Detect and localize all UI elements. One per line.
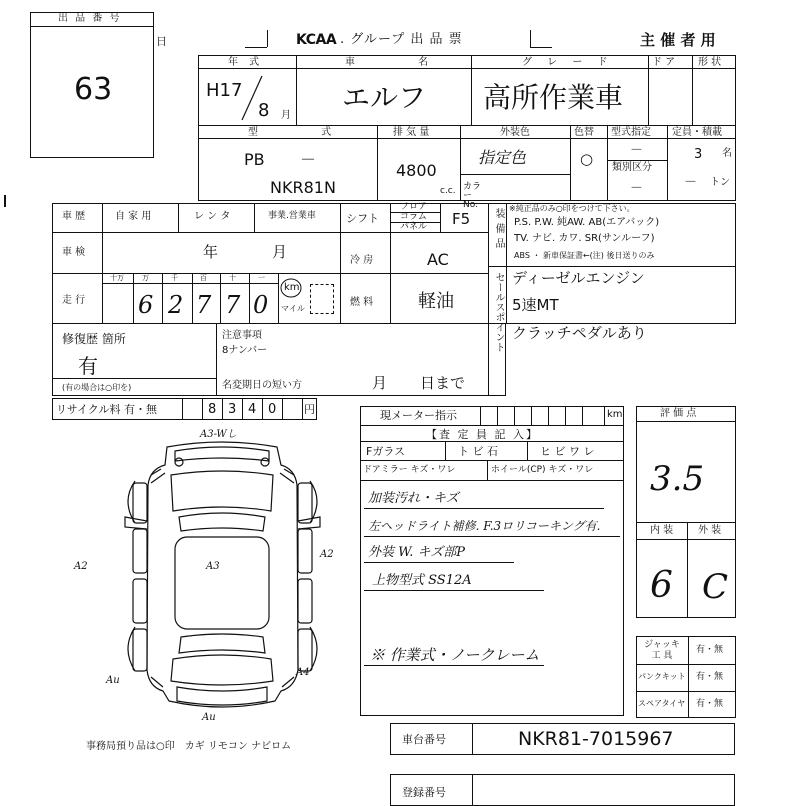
- sales-point-label: セールスポイント: [493, 272, 504, 352]
- model-designation-label: 型式指定: [611, 127, 651, 138]
- model-designation-value: －: [630, 143, 644, 158]
- diagram-right-mark: A2: [320, 549, 334, 560]
- fuel-value: 軽油: [418, 291, 454, 312]
- model-label: 型 式: [248, 127, 362, 138]
- mileage-label: 走 行: [62, 295, 86, 306]
- mileage-digit-1: 0: [253, 291, 269, 319]
- lot-day-mark: 日: [156, 35, 167, 48]
- mileage-digit-10: 7: [225, 291, 241, 319]
- sales-point-2: 5速MT: [512, 296, 559, 314]
- recycle-label: リサイクル料 有・無: [56, 403, 157, 416]
- capacity-value: 3: [694, 147, 703, 162]
- chassis-number: NKR81-7015967: [518, 728, 674, 750]
- lot-label: 出 品 番 号: [58, 13, 122, 24]
- model-value: NKR81N: [270, 178, 336, 197]
- equipment-note: ※純正品のみ○印をつけて下さい。: [509, 204, 635, 213]
- km-label: km: [284, 282, 300, 293]
- shift-panel: パネル: [400, 222, 428, 232]
- repair-label: 修復歴 箇所: [62, 332, 126, 346]
- inspector-note-5: ※ 作業式・ノークレーム: [370, 646, 540, 664]
- evaluation-score: 3.5: [650, 459, 705, 499]
- mileage-digit-1k: 2: [168, 291, 184, 319]
- shift-value: F5: [452, 210, 471, 228]
- puncture-label: パンクキット: [638, 672, 686, 681]
- diagram-roof-mark: A3: [206, 561, 220, 572]
- inspector-note-1: 加装汚れ・キズ: [368, 491, 459, 506]
- fuel-label: 燃 料: [350, 297, 374, 308]
- inspector-note-2: 左ヘッドライト補修. F.3ロリコーキング有.: [368, 519, 601, 533]
- vehicle-diagram: [95, 425, 350, 725]
- mileage-digit-100: 7: [196, 291, 212, 319]
- recycle-unit: 円: [304, 403, 315, 416]
- notes-month-unit: 月: [372, 374, 388, 392]
- jack-label: ジャッキ 工 具: [644, 640, 680, 661]
- name-label: 車 名: [345, 57, 459, 68]
- shift-label: シフト: [346, 212, 379, 225]
- interior-value: 6: [650, 565, 673, 606]
- shape-label: 形 状: [698, 57, 722, 68]
- model-prefix: PB: [244, 150, 265, 169]
- equipment-line-1: P.S. P.W. 純AW. AB(エアバック): [514, 217, 660, 228]
- model-dash: －: [300, 150, 317, 169]
- meter-label: 現メーター指示: [380, 409, 457, 422]
- repair-note: (有の場合は○印を): [62, 383, 132, 392]
- category-value: －: [630, 181, 644, 196]
- displacement-label: 排 気 量: [393, 127, 430, 138]
- evaluation-label: 評 価 点: [660, 408, 697, 419]
- diagram-front-mark: A3-Wし: [200, 429, 237, 440]
- interior-label: 内 装: [650, 525, 674, 536]
- spare-label: スペアタイヤ: [638, 699, 686, 708]
- exterior-grade-label: 外 装: [698, 525, 722, 536]
- diagram-front-left-mark: Au: [106, 675, 120, 686]
- jack-value: 有・無: [696, 645, 724, 655]
- mileage-unit-10k: 万: [142, 274, 149, 282]
- mileage-check-box: [310, 284, 334, 314]
- vehicle-name: エルフ: [342, 81, 427, 114]
- grade-value: 高所作業車: [483, 81, 624, 114]
- mileage-unit-1: 一: [258, 274, 265, 282]
- diagram-front-right-mark: A4: [296, 667, 310, 678]
- load-unit: トン: [710, 177, 730, 188]
- chip-label: ト ビ 石: [458, 445, 498, 458]
- color-no-label: カラー No.: [463, 182, 482, 210]
- mile-label: マイル: [281, 304, 305, 313]
- load-value: －: [684, 175, 698, 190]
- mileage-unit-1k: 千: [171, 274, 178, 282]
- diagram-left-mark: A2: [74, 561, 88, 572]
- mileage-unit-10: 十: [229, 274, 236, 282]
- year-month: 8: [258, 100, 270, 121]
- year-label: 年 式: [228, 57, 264, 68]
- displacement-value: 4800: [396, 161, 437, 180]
- grade-label: グ レ ー ド: [522, 57, 614, 68]
- inspection-month-unit: 月: [272, 243, 288, 261]
- ac-value: AC: [427, 250, 449, 269]
- history-private: 自 家 用: [115, 211, 152, 222]
- brand-logo: KCAA: [296, 32, 337, 48]
- shift-floor: フロア: [400, 202, 428, 212]
- equipment-line-3: ABS ・ 新車保証書←(注) 後日送りのみ: [514, 251, 655, 260]
- history-business: 事業.営業車: [268, 211, 316, 221]
- lot-number: 63: [74, 72, 113, 107]
- recycle-digit-1: 8: [208, 402, 217, 417]
- category-label: 類別区分: [612, 162, 652, 173]
- inspector-note-4: 上物型式 SS12A: [372, 573, 472, 588]
- doors-label: ド ア: [652, 57, 676, 68]
- month-unit: 月: [281, 110, 291, 121]
- crack-label: ヒ ビ ワ レ: [540, 445, 595, 458]
- inspection-label: 車 検: [62, 247, 86, 258]
- recycle-digit-2: 3: [228, 402, 237, 417]
- notes-day-unit: 日まで: [420, 374, 466, 392]
- shift-column: コラム: [400, 212, 427, 222]
- recycle-digit-4: 0: [268, 402, 277, 417]
- era-year: H17: [206, 80, 243, 101]
- mileage-digit-10k: 6: [138, 291, 154, 319]
- history-label: 車 歴: [62, 211, 86, 222]
- registration-label: 登録番号: [402, 786, 446, 799]
- equipment-line-2: TV. ナビ. カワ. SR(サンルーフ): [514, 233, 655, 244]
- capacity-label: 定員・積載: [672, 127, 722, 138]
- notes-text: 8ナンバー: [222, 345, 268, 356]
- keys-note: 事務局預り品は○印 カギ リモコン ナビロム: [86, 741, 292, 752]
- exterior-label: 外装色: [500, 127, 530, 138]
- color-change-value: ○: [580, 150, 594, 168]
- exterior-value: 指定色: [478, 148, 527, 167]
- mileage-unit-100k: 十万: [110, 274, 124, 282]
- exterior-value: C: [702, 567, 729, 607]
- capacity-unit: 名: [722, 148, 732, 159]
- color-change-label: 色替: [574, 127, 594, 138]
- equipment-label: 装 備 品: [493, 208, 504, 250]
- displacement-unit: c.c.: [440, 186, 456, 196]
- wheel-label: ホイール(CP) キズ・ワレ: [491, 465, 594, 475]
- chassis-label: 車台番号: [402, 733, 446, 746]
- notes-short-label: 名変期日の短い方: [222, 380, 302, 391]
- diagram-bottom-mark: Au: [202, 712, 216, 723]
- inspector-title: 【査 定 員 記 入】: [426, 428, 539, 441]
- form-title: . グループ 出 品 票: [340, 32, 463, 47]
- history-rental: レ ン タ: [194, 211, 231, 222]
- notes-label: 注意事項: [222, 330, 262, 341]
- ac-label: 冷 房: [350, 255, 374, 266]
- sales-point-1: ディーゼルエンジン: [512, 269, 645, 287]
- recycle-digit-3: 4: [248, 402, 257, 417]
- sales-point-3: クラッチペダルあり: [512, 324, 647, 342]
- spare-value: 有・無: [696, 699, 724, 709]
- inspection-year-unit: 年: [203, 243, 219, 261]
- mirror-label: ドアミラー キズ・ワレ: [363, 465, 456, 475]
- mileage-unit-100: 百: [200, 274, 207, 282]
- inspector-note-3: 外装 W. キズ部P: [368, 545, 465, 560]
- copy-label: 主 催 者 用: [640, 31, 716, 49]
- puncture-value: 有・無: [696, 672, 724, 682]
- meter-unit: km: [607, 409, 623, 420]
- repair-value: 有: [78, 354, 98, 378]
- glass-label: Fガラス: [366, 445, 405, 458]
